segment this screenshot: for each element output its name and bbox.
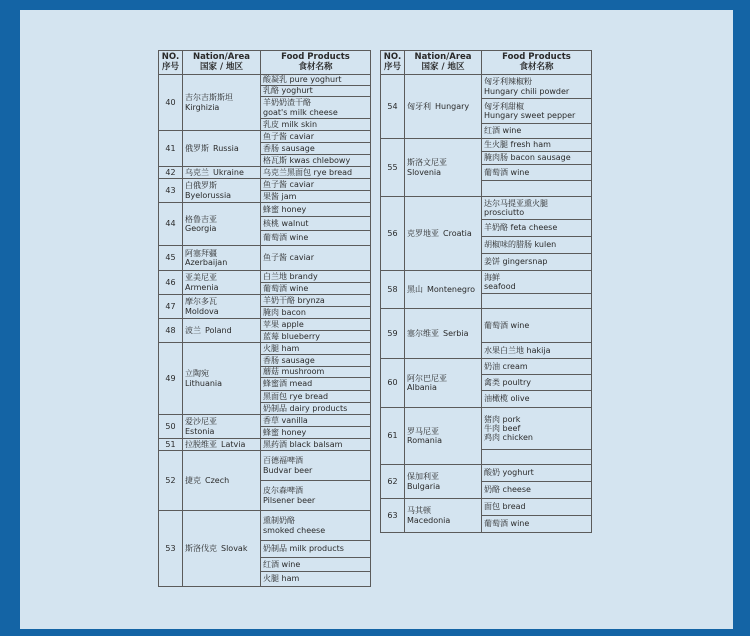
row-number: 44 <box>159 203 183 246</box>
nation-name-cn: 亚美尼亚 <box>185 273 217 283</box>
nation-name-cn: 拉脱维亚 <box>185 439 217 449</box>
food-product-line: 香肠 sausage <box>263 355 315 365</box>
food-product-line: 皮尔森啤酒 <box>263 486 303 496</box>
nation-name-cn: 保加利亚 <box>407 472 439 482</box>
nation-name-cn: 摩尔多瓦 <box>185 297 217 307</box>
table-row <box>159 179 371 191</box>
food-product-cell <box>482 99 592 124</box>
nation-name-en: Estonia <box>185 426 215 436</box>
row-number: 48 <box>159 319 183 343</box>
food-product-line: Hungary chili powder <box>484 86 570 96</box>
food-product-line: 奶酪 cheese <box>484 485 531 495</box>
table-row <box>381 309 592 343</box>
food-product-line: 鸡肉 chicken <box>484 433 533 443</box>
table-row <box>159 415 371 427</box>
food-product-line: 葡萄酒 wine <box>263 283 309 293</box>
nation-cell <box>183 295 261 319</box>
header-food: Food Products 食材名称 <box>482 51 592 75</box>
food-product-cell <box>261 231 371 246</box>
nation-name-en: Georgia <box>185 224 217 233</box>
header-no: NO. 序号 <box>159 51 183 75</box>
food-product-line: 葡萄酒 wine <box>484 320 530 330</box>
table-row <box>159 295 371 307</box>
food-product-cell <box>261 391 371 403</box>
food-product-line: 果酱 jam <box>263 191 297 201</box>
food-product-cell <box>261 427 371 439</box>
nation-name-en: Russia <box>213 143 239 153</box>
nation-cell <box>405 75 482 139</box>
food-product-line: 腌肉 bacon <box>263 307 306 317</box>
food-product-line: 鱼子酱 caviar <box>263 253 314 263</box>
row-number: 54 <box>381 75 405 139</box>
row-number: 49 <box>159 343 183 415</box>
food-product-cell <box>482 254 592 271</box>
nation-name-en: Armenia <box>185 282 219 292</box>
page-panel <box>20 10 733 629</box>
nation-name-cn: 罗马尼亚 <box>407 426 439 436</box>
row-number: 58 <box>381 271 405 309</box>
food-product-line: 葡萄酒 wine <box>484 519 530 529</box>
food-product-line: 熏制奶酪 <box>263 516 295 526</box>
nation-name-cn: 阿塞拜疆 <box>185 248 217 258</box>
row-number: 41 <box>159 131 183 167</box>
nation-name-en: Kirghizia <box>185 102 220 112</box>
nation-name-cn: 匈牙利 <box>407 101 431 111</box>
food-product-cell <box>482 152 592 165</box>
nation-name-en: Ukraine <box>213 167 244 177</box>
food-product-cell <box>261 271 371 283</box>
food-product-cell <box>482 359 592 375</box>
food-table-right <box>380 50 592 533</box>
nation-cell <box>405 359 482 408</box>
food-product-line: 海鲜 <box>484 272 500 282</box>
nation-name-en: Poland <box>205 325 232 335</box>
food-product-line: 胡椒味的腊肠 kulen <box>484 240 557 250</box>
food-product-cell <box>261 167 371 179</box>
table-row <box>381 139 592 152</box>
nation-cell <box>183 131 261 167</box>
nation-name-cn: 黑山 <box>407 284 423 294</box>
food-product-cell <box>482 197 592 220</box>
table-header <box>381 51 592 75</box>
row-number: 46 <box>159 271 183 295</box>
food-product-line: 猪肉 pork <box>484 414 521 424</box>
food-product-cell <box>261 331 371 343</box>
row-number: 59 <box>381 309 405 359</box>
food-product-cell <box>261 319 371 331</box>
table-row <box>381 75 592 99</box>
food-product-cell <box>261 119 371 131</box>
food-product-cell <box>261 295 371 307</box>
table-row <box>159 246 371 271</box>
food-product-line: 匈牙利辣椒粉 <box>484 77 532 87</box>
food-product-line: 羊奶干酪 brynza <box>263 295 325 305</box>
nation-name-en: Serbia <box>443 328 469 338</box>
table-row <box>159 439 371 451</box>
row-number: 60 <box>381 359 405 408</box>
food-product-cell <box>482 294 592 309</box>
food-table-left <box>158 50 371 587</box>
row-number: 47 <box>159 295 183 319</box>
nation-cell <box>183 179 261 203</box>
table-row <box>381 499 592 516</box>
food-product-line: 奶制品 dairy products <box>263 403 348 413</box>
food-product-cell <box>261 246 371 271</box>
food-product-line: 匈牙利甜椒 <box>484 101 524 111</box>
row-number: 53 <box>159 511 183 587</box>
table-row <box>159 319 371 331</box>
nation-name-cn: 波兰 <box>185 325 201 335</box>
food-product-cell <box>261 143 371 155</box>
table-row <box>159 203 371 217</box>
nation-name-en: Romania <box>407 436 442 445</box>
nation-name-en: Moldova <box>185 306 219 316</box>
food-product-line: smoked cheese <box>263 525 326 535</box>
table-header <box>159 51 371 75</box>
food-product-line: 火腿 ham <box>263 574 300 584</box>
table-row <box>381 359 592 375</box>
header-nation: Nation/Area 国家 / 地区 <box>183 51 261 75</box>
nation-name-en: Latvia <box>221 439 246 449</box>
food-product-line: 乳酪 yoghurt <box>263 86 313 96</box>
food-product-cell <box>482 482 592 499</box>
food-product-line: 腌肉肠 bacon sausage <box>484 153 571 163</box>
food-product-line: 奶制品 milk products <box>263 544 344 554</box>
nation-name-cn: 克罗地亚 <box>407 228 439 238</box>
food-product-line: 鱼子酱 caviar <box>263 131 314 141</box>
table-row <box>381 408 592 450</box>
food-product-line: 蜂蜜 honey <box>263 427 307 437</box>
food-product-line: goat's milk cheese <box>263 107 338 117</box>
food-product-cell <box>261 415 371 427</box>
nation-name-cn: 俄罗斯 <box>185 143 209 153</box>
food-product-line: 牛肉 beef <box>484 423 521 433</box>
food-product-cell <box>482 75 592 99</box>
food-product-cell <box>261 203 371 217</box>
food-product-cell <box>261 481 371 511</box>
table-row <box>159 343 371 355</box>
nation-name-en: Montenegro <box>427 284 476 294</box>
nation-name-en: Albania <box>407 383 437 392</box>
food-product-cell <box>261 75 371 86</box>
table-row <box>159 131 371 143</box>
food-product-cell <box>261 439 371 451</box>
table-row <box>381 271 592 294</box>
food-product-cell <box>261 355 371 367</box>
table-row <box>159 451 371 481</box>
food-product-cell <box>261 572 371 587</box>
food-product-line: 蜂蜜酒 mead <box>263 379 313 389</box>
nation-name-en: Czech <box>205 475 230 485</box>
food-product-cell <box>261 367 371 378</box>
food-product-cell <box>482 237 592 254</box>
food-product-line: 羊奶酪 feta cheese <box>484 223 558 233</box>
nation-name-cn: 白俄罗斯 <box>185 181 217 191</box>
nation-name-en: Croatia <box>443 228 472 238</box>
nation-name-cn: 吉尔吉斯斯坦 <box>185 93 233 103</box>
food-product-line: prosciutto <box>484 208 525 217</box>
food-product-cell <box>261 541 371 558</box>
food-product-cell <box>261 343 371 355</box>
food-product-line: 火腿 ham <box>263 343 300 353</box>
food-product-cell <box>261 86 371 97</box>
nation-cell <box>183 319 261 343</box>
food-product-cell <box>482 465 592 482</box>
food-product-cell <box>261 97 371 119</box>
food-product-line: 乌克兰黑面包 rye bread <box>263 167 353 177</box>
food-product-line: 红酒 wine <box>263 559 301 569</box>
food-product-line: 红酒 wine <box>484 126 522 136</box>
nation-name-cn: 阿尔巴尼亚 <box>407 373 447 383</box>
food-product-cell <box>261 131 371 143</box>
food-product-cell <box>261 378 371 391</box>
nation-name-en: Lithuania <box>185 378 223 388</box>
nation-cell <box>183 451 261 511</box>
nation-cell <box>405 465 482 499</box>
nation-name-en: Azerbaijan <box>185 258 228 267</box>
row-number: 51 <box>159 439 183 451</box>
nation-name-cn: 捷克 <box>185 475 201 485</box>
food-product-line: 蓝莓 blueberry <box>263 331 321 341</box>
nation-cell <box>405 408 482 465</box>
food-product-line: 油橄榄 olive <box>484 394 530 404</box>
food-product-line: 香肠 sausage <box>263 143 315 153</box>
nation-cell <box>183 167 261 179</box>
food-product-cell <box>261 403 371 415</box>
table-row <box>159 75 371 86</box>
food-product-line: 生火腿 fresh ham <box>484 140 551 150</box>
food-product-line: 羊奶奶渣干酪 <box>263 98 311 108</box>
nation-name-cn: 乌克兰 <box>185 167 209 177</box>
nation-cell <box>183 439 261 451</box>
food-product-line: 鱼子酱 caviar <box>263 179 314 189</box>
nation-cell <box>405 499 482 533</box>
food-product-cell <box>482 165 592 181</box>
nation-name-en: Byelorussia <box>185 190 232 200</box>
row-number: 55 <box>381 139 405 197</box>
food-product-cell <box>261 217 371 231</box>
food-product-line: seafood <box>484 282 516 291</box>
food-product-line: 酸凝乳 pure yoghurt <box>263 75 342 85</box>
nation-cell <box>405 139 482 197</box>
food-product-line: Hungary sweet pepper <box>484 111 576 120</box>
food-product-line: 面包 bread <box>484 502 526 512</box>
header-nation: Nation/Area 国家 / 地区 <box>405 51 482 75</box>
food-product-cell <box>261 283 371 295</box>
table-row <box>159 511 371 541</box>
food-product-cell <box>261 191 371 203</box>
row-number: 56 <box>381 197 405 271</box>
food-product-cell <box>261 558 371 572</box>
food-product-line: 酸奶 yoghurt <box>484 468 534 478</box>
food-product-line: 达尔马提亚熏火腿 <box>484 198 548 208</box>
food-product-line: 葡萄酒 wine <box>484 167 530 177</box>
food-product-cell <box>482 408 592 450</box>
food-product-line: 蘑菇 mushroom <box>263 367 325 377</box>
food-product-cell <box>482 375 592 391</box>
table-row <box>159 271 371 283</box>
food-product-line: 姜饼 gingersnap <box>484 257 548 267</box>
row-number: 63 <box>381 499 405 533</box>
nation-cell <box>183 271 261 295</box>
food-product-cell <box>261 307 371 319</box>
table-row <box>381 197 592 220</box>
nation-cell <box>405 197 482 271</box>
food-product-line: 乳皮 milk skin <box>263 119 318 129</box>
nation-name-cn: 塞尔维亚 <box>407 328 439 338</box>
food-product-line: 葡萄酒 wine <box>263 233 309 243</box>
food-product-cell <box>482 124 592 139</box>
food-product-line: 奶油 cream <box>484 361 528 371</box>
row-number: 45 <box>159 246 183 271</box>
row-number: 42 <box>159 167 183 179</box>
food-product-line: 禽类 poultry <box>484 377 531 387</box>
nation-name-en: Hungary <box>435 101 470 111</box>
food-product-line: Budvar beer <box>263 465 313 475</box>
row-number: 50 <box>159 415 183 439</box>
food-product-line: 黑面包 rye bread <box>263 391 329 401</box>
nation-name-en: Bulgaria <box>407 481 441 491</box>
row-number: 40 <box>159 75 183 131</box>
header-food: Food Products 食材名称 <box>261 51 371 75</box>
row-number: 43 <box>159 179 183 203</box>
table-row <box>381 465 592 482</box>
food-product-cell <box>482 271 592 294</box>
nation-name-cn: 爱沙尼亚 <box>185 417 217 427</box>
food-product-line: 核桃 walnut <box>263 218 309 228</box>
food-product-line: 苹果 apple <box>263 319 304 329</box>
food-product-cell <box>482 391 592 408</box>
nation-name-cn: 立陶宛 <box>185 369 209 379</box>
food-product-cell <box>482 499 592 516</box>
nation-name-en: Macedonia <box>407 515 451 525</box>
food-product-line: 水果白兰地 hakija <box>484 345 551 355</box>
nation-name-en: Slovenia <box>407 167 442 177</box>
food-product-line: Pilsener beer <box>263 495 316 505</box>
nation-cell <box>183 511 261 587</box>
row-number: 52 <box>159 451 183 511</box>
row-number: 61 <box>381 408 405 465</box>
nation-cell <box>183 246 261 271</box>
nation-cell <box>183 75 261 131</box>
food-product-cell <box>482 309 592 343</box>
nation-cell <box>405 309 482 359</box>
food-product-cell <box>482 181 592 197</box>
nation-cell <box>183 415 261 439</box>
nation-cell <box>183 203 261 246</box>
food-product-line: 百德福啤酒 <box>263 456 303 466</box>
nation-cell <box>183 343 261 415</box>
nation-name-cn: 斯洛文尼亚 <box>407 158 447 168</box>
nation-name-cn: 格鲁吉亚 <box>185 214 217 224</box>
nation-name-en: Slovak <box>221 543 248 553</box>
food-product-cell <box>261 451 371 481</box>
food-product-cell <box>482 516 592 533</box>
food-product-cell <box>482 220 592 237</box>
nation-cell <box>405 271 482 309</box>
nation-name-cn: 马其顿 <box>407 506 431 516</box>
food-product-cell <box>482 450 592 465</box>
food-product-line: 格瓦斯 kwas chlebowy <box>263 155 351 165</box>
nation-name-cn: 斯洛伐克 <box>185 543 217 553</box>
food-product-cell <box>482 343 592 359</box>
row-number: 62 <box>381 465 405 499</box>
table-row <box>159 167 371 179</box>
food-product-cell <box>482 139 592 152</box>
food-product-line: 香草 vanilla <box>263 415 308 425</box>
header-no: NO. 序号 <box>381 51 405 75</box>
food-product-line: 蜂蜜 honey <box>263 204 307 214</box>
food-product-line: 黑药酒 black balsam <box>263 439 343 449</box>
food-product-cell <box>261 511 371 541</box>
food-product-line: 白兰地 brandy <box>263 271 318 281</box>
food-product-cell <box>261 155 371 167</box>
food-product-cell <box>261 179 371 191</box>
